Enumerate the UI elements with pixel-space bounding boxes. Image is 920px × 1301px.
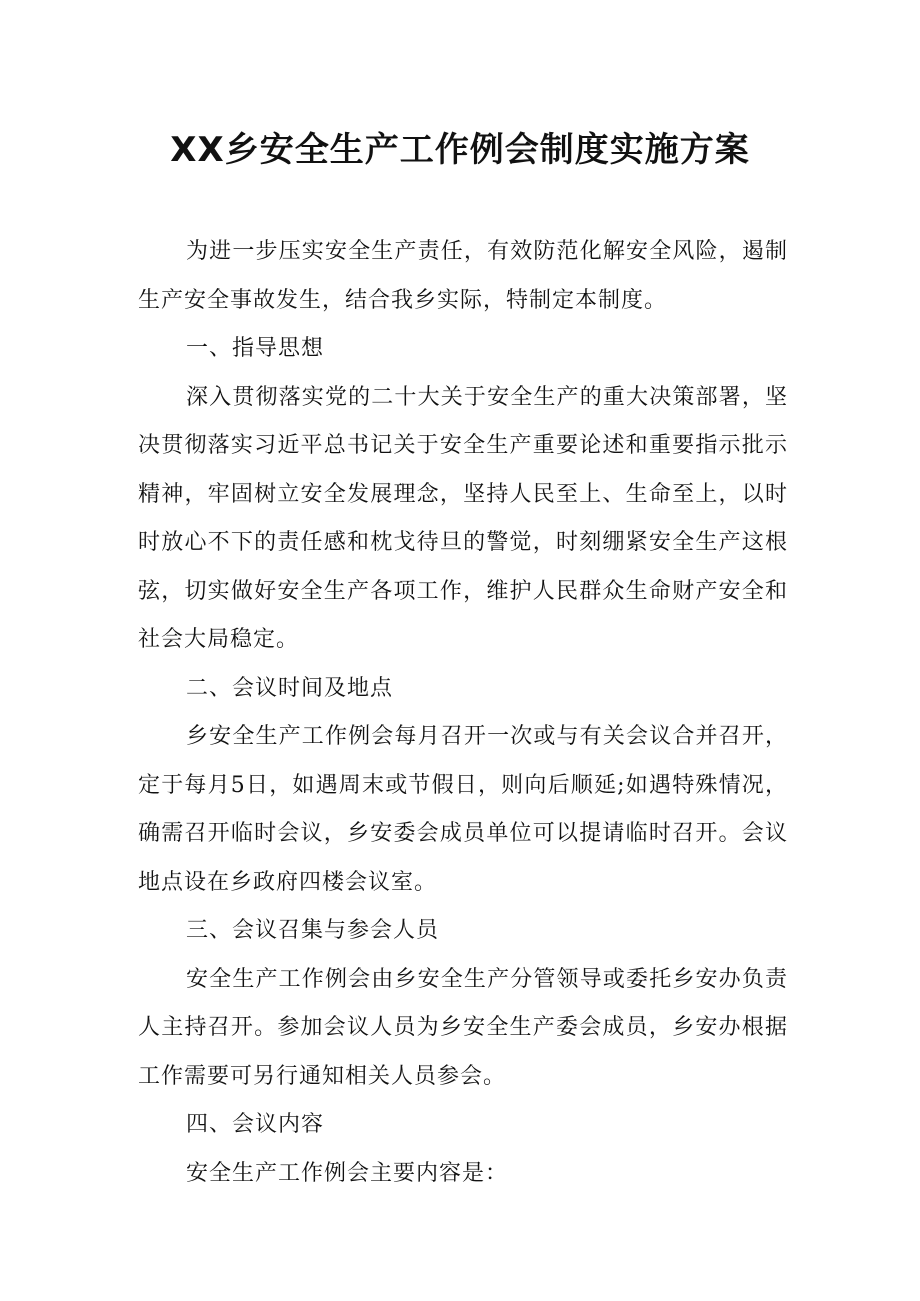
meeting-content-paragraph: 安全生产工作例会主要内容是： (186, 1160, 509, 1186)
guiding-ideology-paragraph: 深入贯彻落实党的二十大关于安全生产的重大决策部署，坚决贯彻落实习近平总书记关于安全生产重要论述和重要指示批示精神，牢固树立安全发展理念，坚持人民至上、生命至上，以时时放心不下的责任感和枕戈待旦的警觉，时刻绷紧安全生产这根弦，切实做好安全生产各项工作，维护人民群众生命财产安全和社会大局稳定。 (138, 384, 788, 652)
document-body (138, 228, 788, 1198)
meeting-time-location-paragraph: 乡安全生产工作例会每月召开一次或与有关会议合并召开，定于每月5日，如遇周末或节假日，则向后顺延;如遇特殊情况，确需召开临时会议，乡安委会成员单位可以提请临时召开。会议地点设在乡政府四楼会议室。 (138, 724, 788, 895)
document-title: XX乡安全生产工作例会制度实施方案 (170, 130, 750, 170)
intro-paragraph: 为进一步压实安全生产责任，有效防范化解安全风险，遏制生产安全事故发生，结合我乡实际，特制定本制度。 (138, 239, 788, 313)
section-heading-meeting-time-location: 二、会议时间及地点 (186, 675, 394, 701)
section-heading-meeting-content: 四、会议内容 (186, 1112, 325, 1137)
section-heading-convener-attendees: 三、会议召集与参会人员 (186, 918, 440, 943)
convener-attendees-paragraph: 安全生产工作例会由乡安全生产分管领导或委托乡安办负责人主持召开。参加会议人员为乡安全生产委会成员，乡安办根据工作需要可另行通知相关人员参会。 (138, 966, 788, 1089)
section-heading-guiding-ideology: 一、指导思想 (186, 336, 325, 361)
